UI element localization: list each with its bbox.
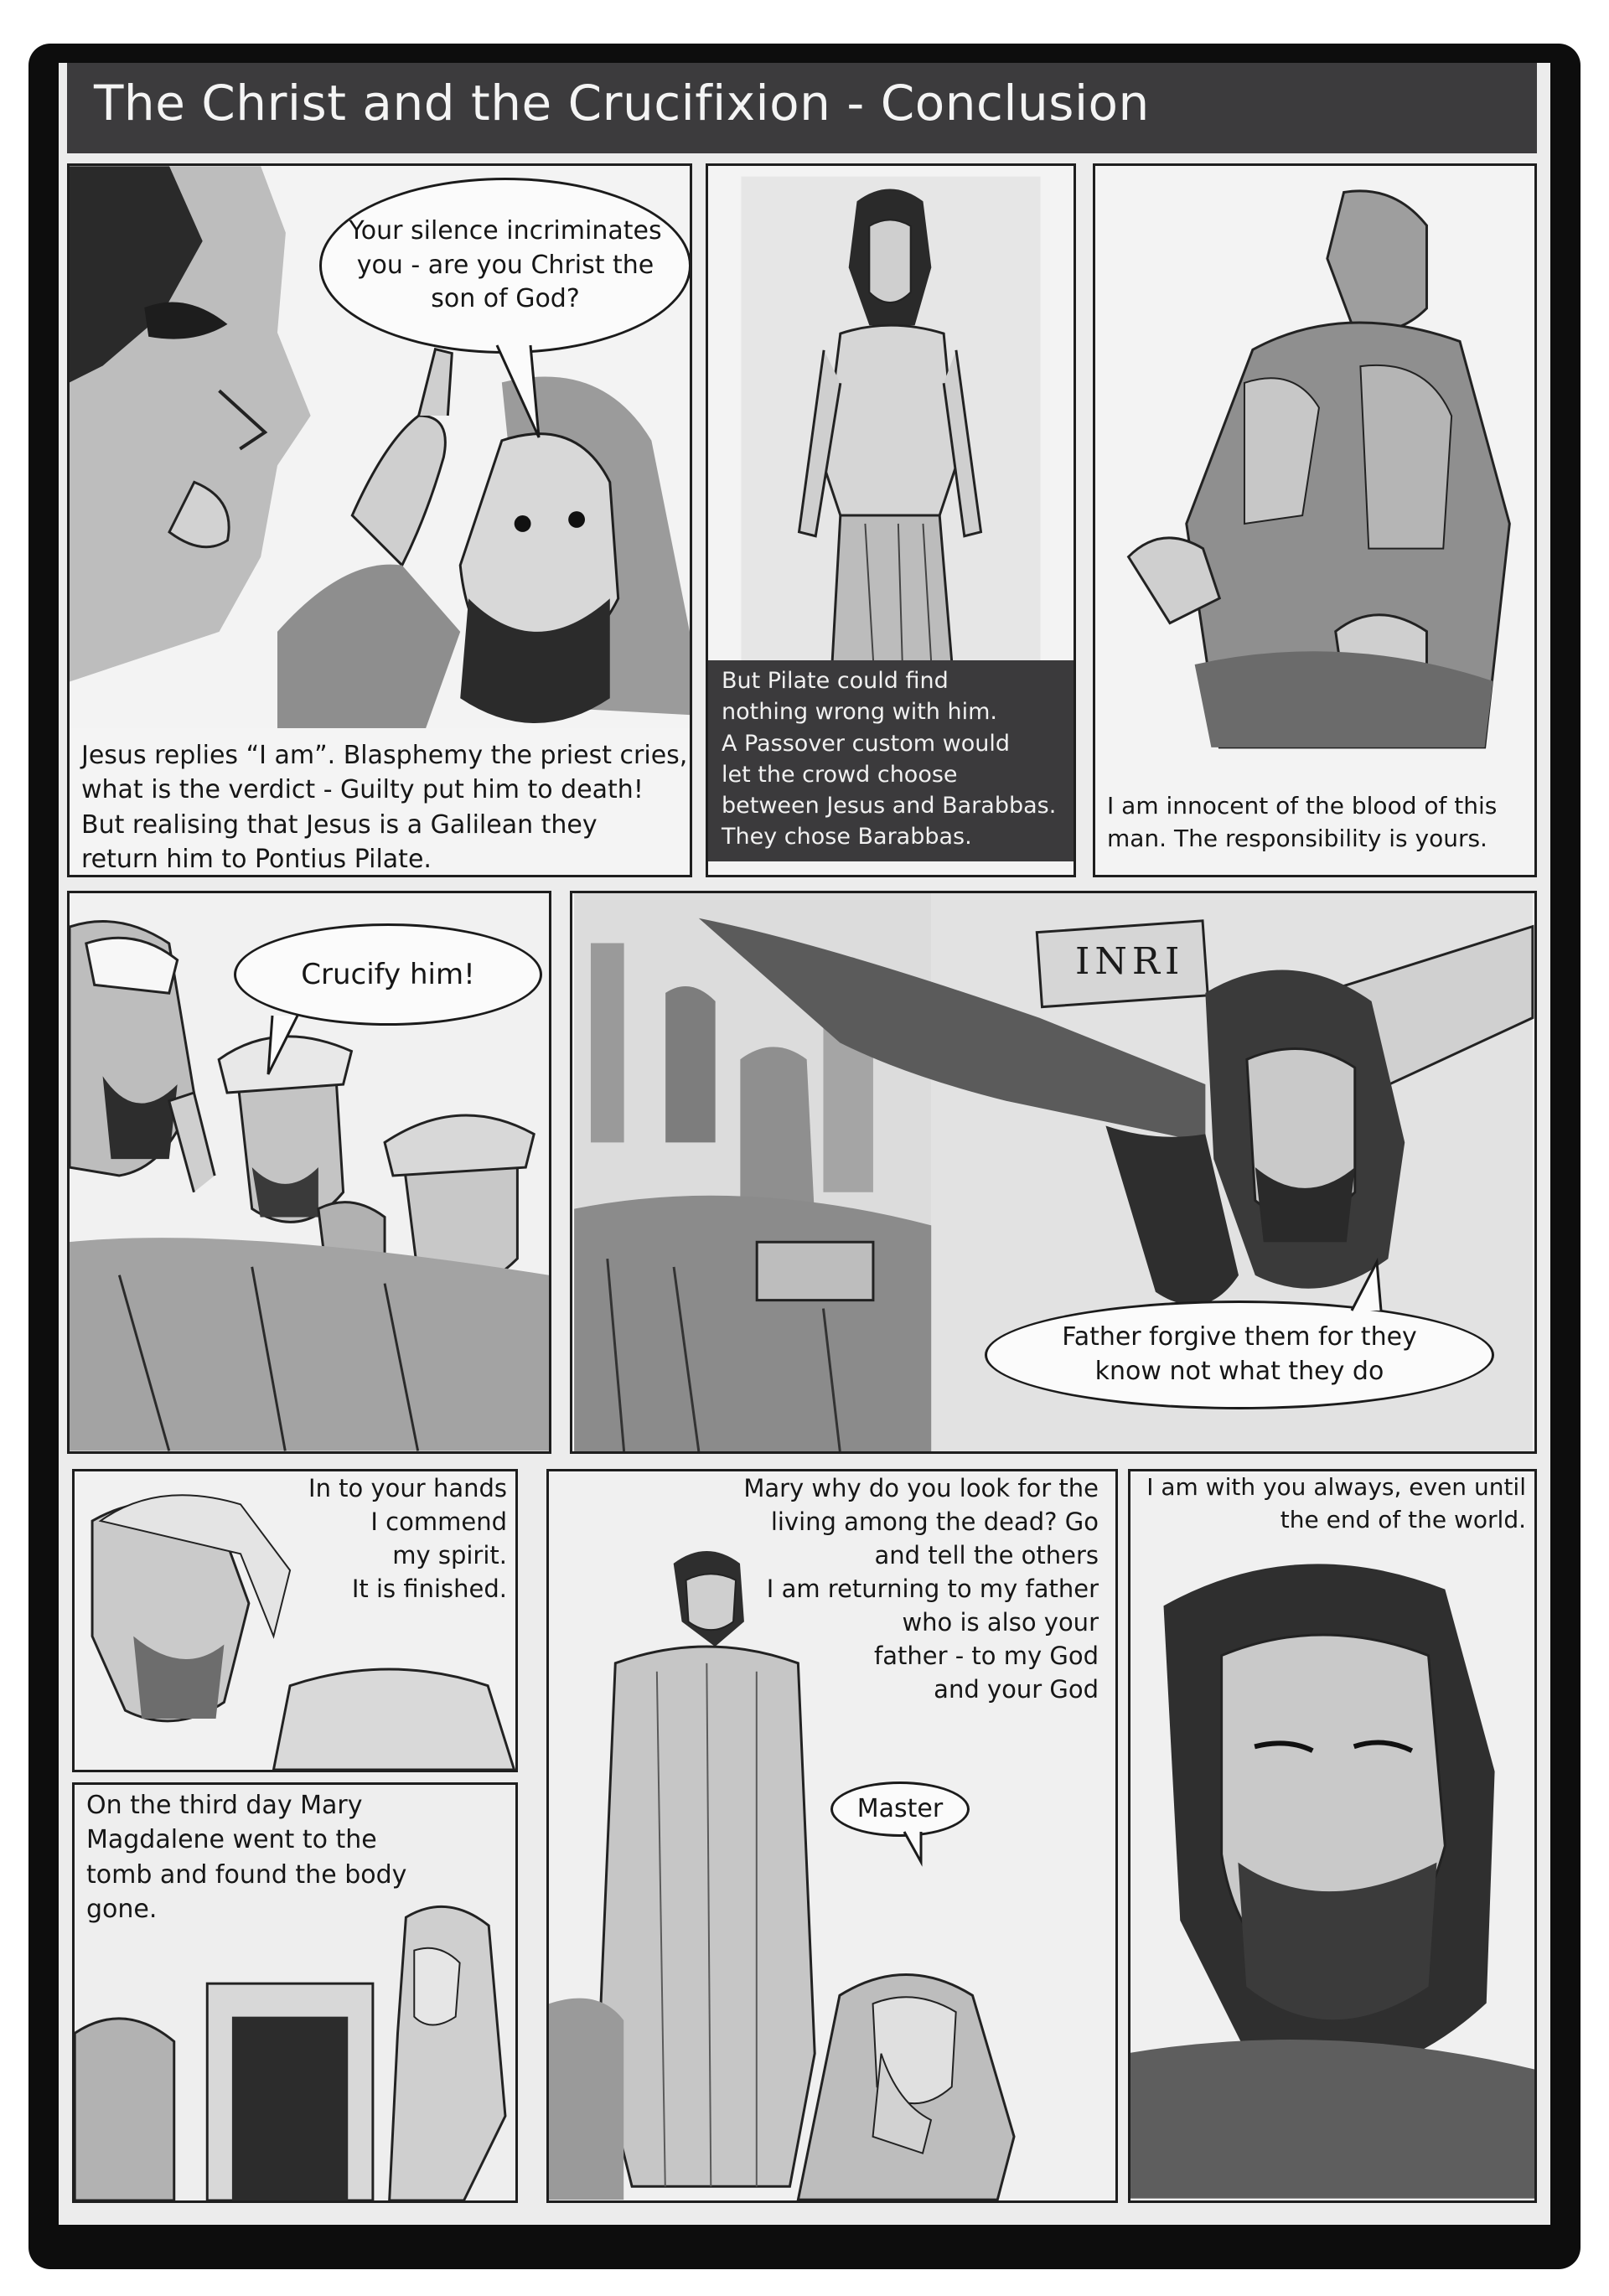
panel-priest-accusation [67, 163, 692, 877]
speech-bubble-tail [901, 1832, 934, 1865]
speech-bubble-priest: Your silence incriminates you - are you Christ the son of God? [319, 178, 691, 354]
caption-commend-spirit: In to your hands I commend my spirit. It is finished. [308, 1474, 507, 1604]
page-title: The Christ and the Crucifixion - Conclusion [94, 75, 1150, 132]
caption-verdict: Jesus replies “I am”. Blasphemy the priest cries, what is the verdict - Guilty put him to death! But realising that Jesus is a Galilean they return him to Pontius Pilate. [81, 741, 688, 875]
speech-bubble-tail [489, 345, 556, 446]
panel-empty-tomb [72, 1782, 518, 2203]
sign-inri: INRI [1075, 940, 1185, 983]
panel-it-is-finished [72, 1469, 518, 1772]
panel-pilate-barabbas [706, 163, 1076, 877]
panel-risen-jesus-mary [546, 1469, 1118, 2203]
speech-bubble-master: Master [830, 1781, 970, 1837]
caption-mary-why: Mary why do you look for the living among the dead? Go and tell the others I am returning to my father who is also your father - to my God and your God [743, 1474, 1099, 1704]
caption-with-you-always: I am with you always, even until the end of the world. [1146, 1473, 1526, 1533]
speech-bubble-jesus-forgive: Father forgive them for they know not what they do [985, 1301, 1494, 1409]
pilate-washing-hands-illustration [1095, 166, 1534, 875]
panel-crowd [67, 891, 551, 1454]
jesus-portrait-illustration [1130, 1471, 1534, 2200]
panel-pilate-hands [1093, 163, 1537, 877]
panel-crucifixion [570, 891, 1537, 1454]
caption-third-day: On the third day Mary Magdalene went to the tomb and found the body gone. [86, 1791, 407, 1925]
speech-bubble-tail [264, 1016, 314, 1083]
speech-bubble-crowd: Crucify him! [234, 923, 542, 1026]
title-bar [67, 63, 1537, 153]
speech-bubble-tail [1343, 1262, 1394, 1312]
panel-with-you-always [1128, 1469, 1537, 2203]
caption-pilate-custom: But Pilate could find nothing wrong with him. A Passover custom would let the crowd choose between Jesus and Barabbas. They chose Barabbas. [708, 660, 1076, 861]
comic-page [59, 63, 1550, 2225]
caption-pilate-innocent: I am innocent of the blood of this man. The responsibility is yours. [1107, 792, 1498, 852]
